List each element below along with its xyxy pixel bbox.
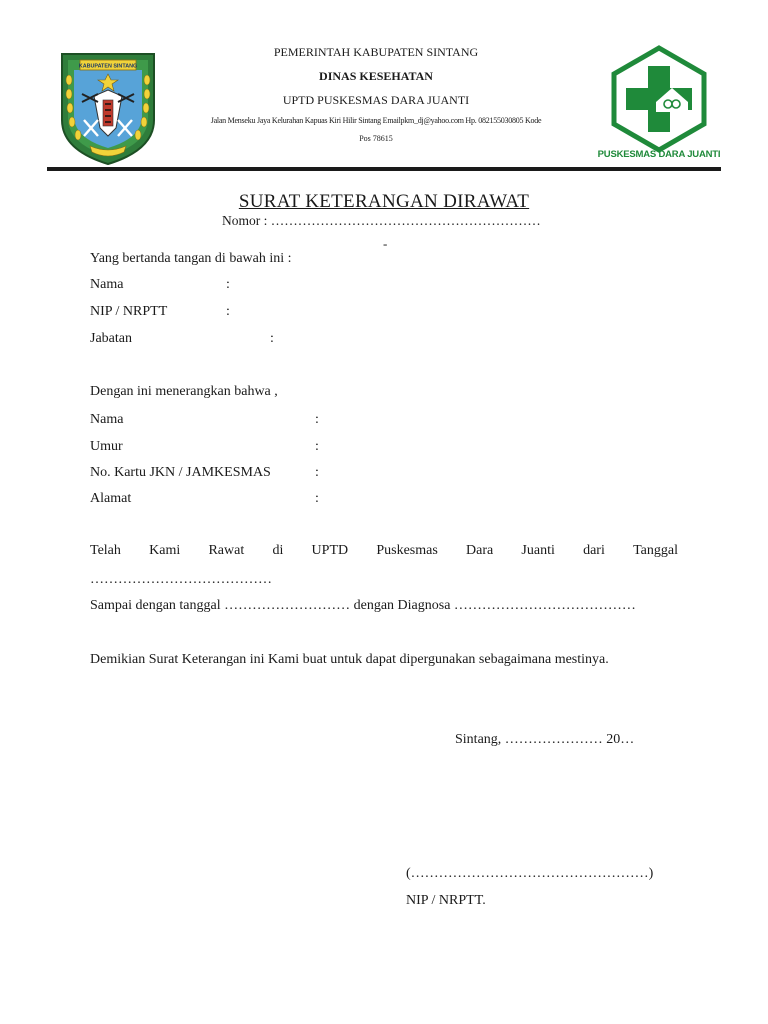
patient-address-colon: : — [315, 491, 319, 506]
word: Juanti — [521, 543, 555, 558]
word: UPTD — [311, 543, 349, 558]
treatment-until-line: Sampai dengan tanggal ……………………… dengan Diagnosa ………………………………… — [90, 598, 636, 613]
word: Telah — [90, 543, 121, 558]
patient-intro: Dengan ini menerangkan bahwa , — [90, 384, 278, 399]
patient-age-colon: : — [315, 439, 319, 454]
puskesmas-logo — [606, 44, 712, 162]
word: Tanggal — [633, 543, 678, 558]
signature-name-line: (……………………………………………) — [406, 866, 654, 881]
treatment-start-dots: ………………………………… — [90, 572, 272, 587]
header-address: Jalan Menseku Jaya Kelurahan Kapuas Kiri Hilir Sintang Emailpkm_dj@yahoo.com Hp. 082155030805 Kode — [210, 116, 542, 125]
signature-nip: NIP / NRPTT. — [406, 893, 486, 908]
header-unit: UPTD PUSKESMAS DARA JUANTI — [282, 93, 470, 107]
patient-name-label: Nama — [90, 412, 124, 427]
treatment-sentence — [90, 543, 678, 559]
document-number: Nomor : …………………………………………………… — [222, 213, 541, 228]
document-title: SURAT KETERANGAN DIRAWAT — [238, 191, 530, 212]
patient-address-label: Alamat — [90, 491, 132, 506]
signer-name-colon: : — [226, 277, 230, 292]
place-date: Sintang, ………………… 20… — [455, 732, 635, 747]
closing-statement: Demikian Surat Keterangan ini Kami buat untuk dapat dipergunakan sebagaimana mestinya. — [90, 652, 609, 667]
signer-nip-label: NIP / NRPTT — [90, 304, 168, 319]
signer-name-label: Nama — [90, 277, 124, 292]
signer-position-label: Jabatan — [90, 331, 132, 346]
header-divider — [47, 167, 721, 171]
word: Dara — [466, 543, 494, 558]
puskesmas-logo-text: PUSKESMAS DARA JUANTI — [597, 149, 721, 160]
word: Puskesmas — [376, 543, 438, 558]
word: Rawat — [208, 543, 245, 558]
kabupaten-sintang-logo — [58, 50, 158, 166]
signer-intro: Yang bertanda tangan di bawah ini : — [90, 251, 292, 266]
patient-age-label: Umur — [90, 439, 123, 454]
patient-card-label: No. Kartu JKN / JAMKESMAS — [90, 465, 271, 480]
header-department: DINAS KESEHATAN — [319, 69, 433, 83]
signer-nip-colon: : — [226, 304, 230, 319]
header-government: PEMERINTAH KABUPATEN SINTANG — [273, 45, 479, 59]
signer-position-colon: : — [270, 331, 274, 346]
word: dari — [583, 543, 605, 558]
word: di — [272, 543, 284, 558]
kabupaten-sintang-banner: KABUPATEN SINTANG — [78, 63, 138, 70]
patient-card-colon: : — [315, 465, 319, 480]
word: Kami — [149, 543, 181, 558]
dash-mark: - — [383, 236, 388, 251]
header-postcode: Pos 78615 — [359, 134, 393, 143]
patient-name-colon: : — [315, 412, 319, 427]
